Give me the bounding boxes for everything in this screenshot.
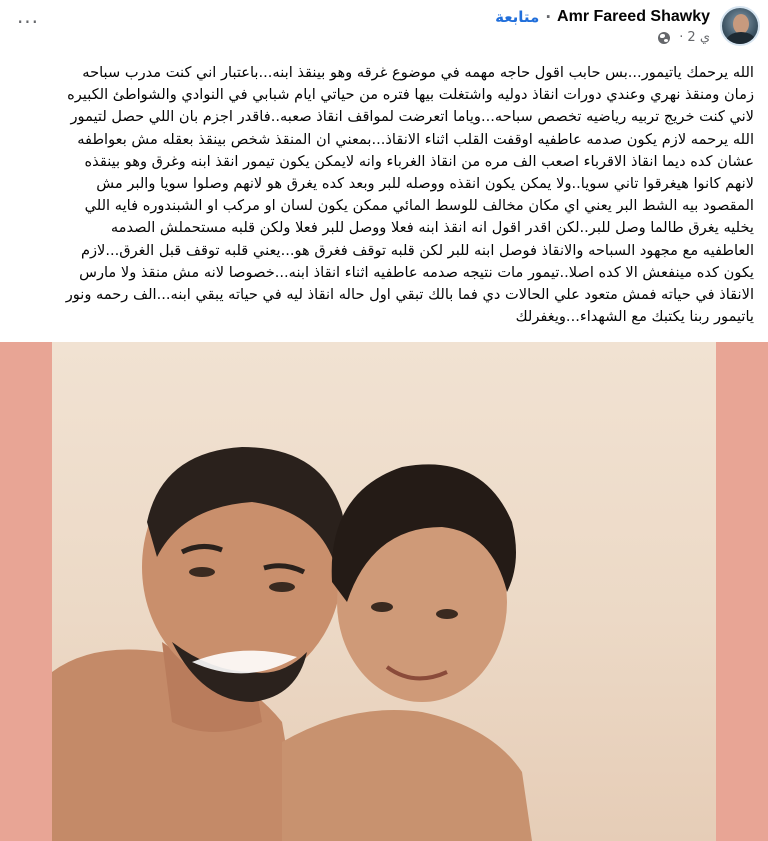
post-timestamp[interactable]: 2 ي [687,30,710,45]
post-text-line: العاطفيه مع مجهود السباحه والانقاذ فوصل ابنه للبر لكن قلبه توقف فغرق هو...يعني قلبه توقف قبل الغرق...لازم [80,241,754,259]
post-text-line: ياتيمور ربنا يكتبك مع الشهداء...ويغفرلك [515,308,754,326]
post-text-line: زمان ومنقذ نهري وعندي دورات انقاذ دوليه واشتغلت بيها فتره من حياتي ايام شبابي في النوادي والشواطئ الكبيره [67,86,754,104]
follow-link[interactable]: متابعة [495,8,540,26]
separator-dot: · [545,8,552,26]
post-text-line: الله يرحمك ياتيمور...بس حابب اقول حاجه مهمه في موضوع غرقه وهو بينقذ ابنه...باعتبار اني كنت مدرب سباحه [82,64,754,81]
post-text-line: الانقاذ في حياته فمش متعود علي الحالات دي فما بالك تبقي اول حاله انقاذ ليه في حياته يبقي ابنه...الف رحمه ونور [65,286,754,304]
post-header [495,6,760,46]
post-text-line: يكون كده مينفعش الا كده اصلا..تيمور مات نتيجه صدمه عاطفيه اثناء انقاذ ابنه...خصوصا لانه مش منقذ ولا مارس [79,263,754,281]
name-row [495,7,710,27]
globe-icon[interactable] [658,32,670,44]
author-name[interactable]: Amr Fareed Shawky [557,8,710,25]
avatar[interactable] [720,6,760,46]
time-row [495,30,710,45]
post-text-line: لاني كنت خريج تربيه رياضيه تخصص سباحه...وياما اتعرضت لمواقف انقاذ صعبه..فاقدر اجزم بان اللي حصل لتيمور [70,108,754,126]
more-options-icon: ··· [16,10,40,34]
post-text [14,62,754,328]
more-options-button[interactable] [14,10,42,34]
post-text-line: الله يرحمه لازم يكون صدمه عاطفيه اوقفت القلب اثناء الانقاذ...بمعني ان المنقذ شخص بينقذ بعقله مش بعواطفه [77,130,754,148]
photo-man-and-boy [52,342,716,841]
post-text-line: المقصود بيه الشط البر يعني اي مكان مخالف للوسط المائي ممكن يكون لسان او مركب او الشبندوره فايه اللي [84,197,754,215]
post-text-line: يخليه يغرق طالما وصل للبر..لكن اقدر اقول انه انقذ ابنه فعلا ووصل للبر فعلا ولكن قلبه مستحملش الصدمه [110,219,754,237]
post-text-line: عشان كده ديما انقاذ الاقرباء اصعب الف مره من انقاذ الغرباء وانه لايمكن يكون تيمور انقذ ابنه وغرق وهو بينقذه [84,152,754,170]
time-separator: · [679,30,684,45]
post-text-line: لانهم كانوا هيغرقوا تاني سويا..ولا يمكن يكون انقذه ووصله للبر وبعد كده يغرق هو لانهم وصلوا سويا والبر مش [96,175,754,193]
post-meta [495,6,710,45]
post-photo[interactable] [0,342,768,841]
